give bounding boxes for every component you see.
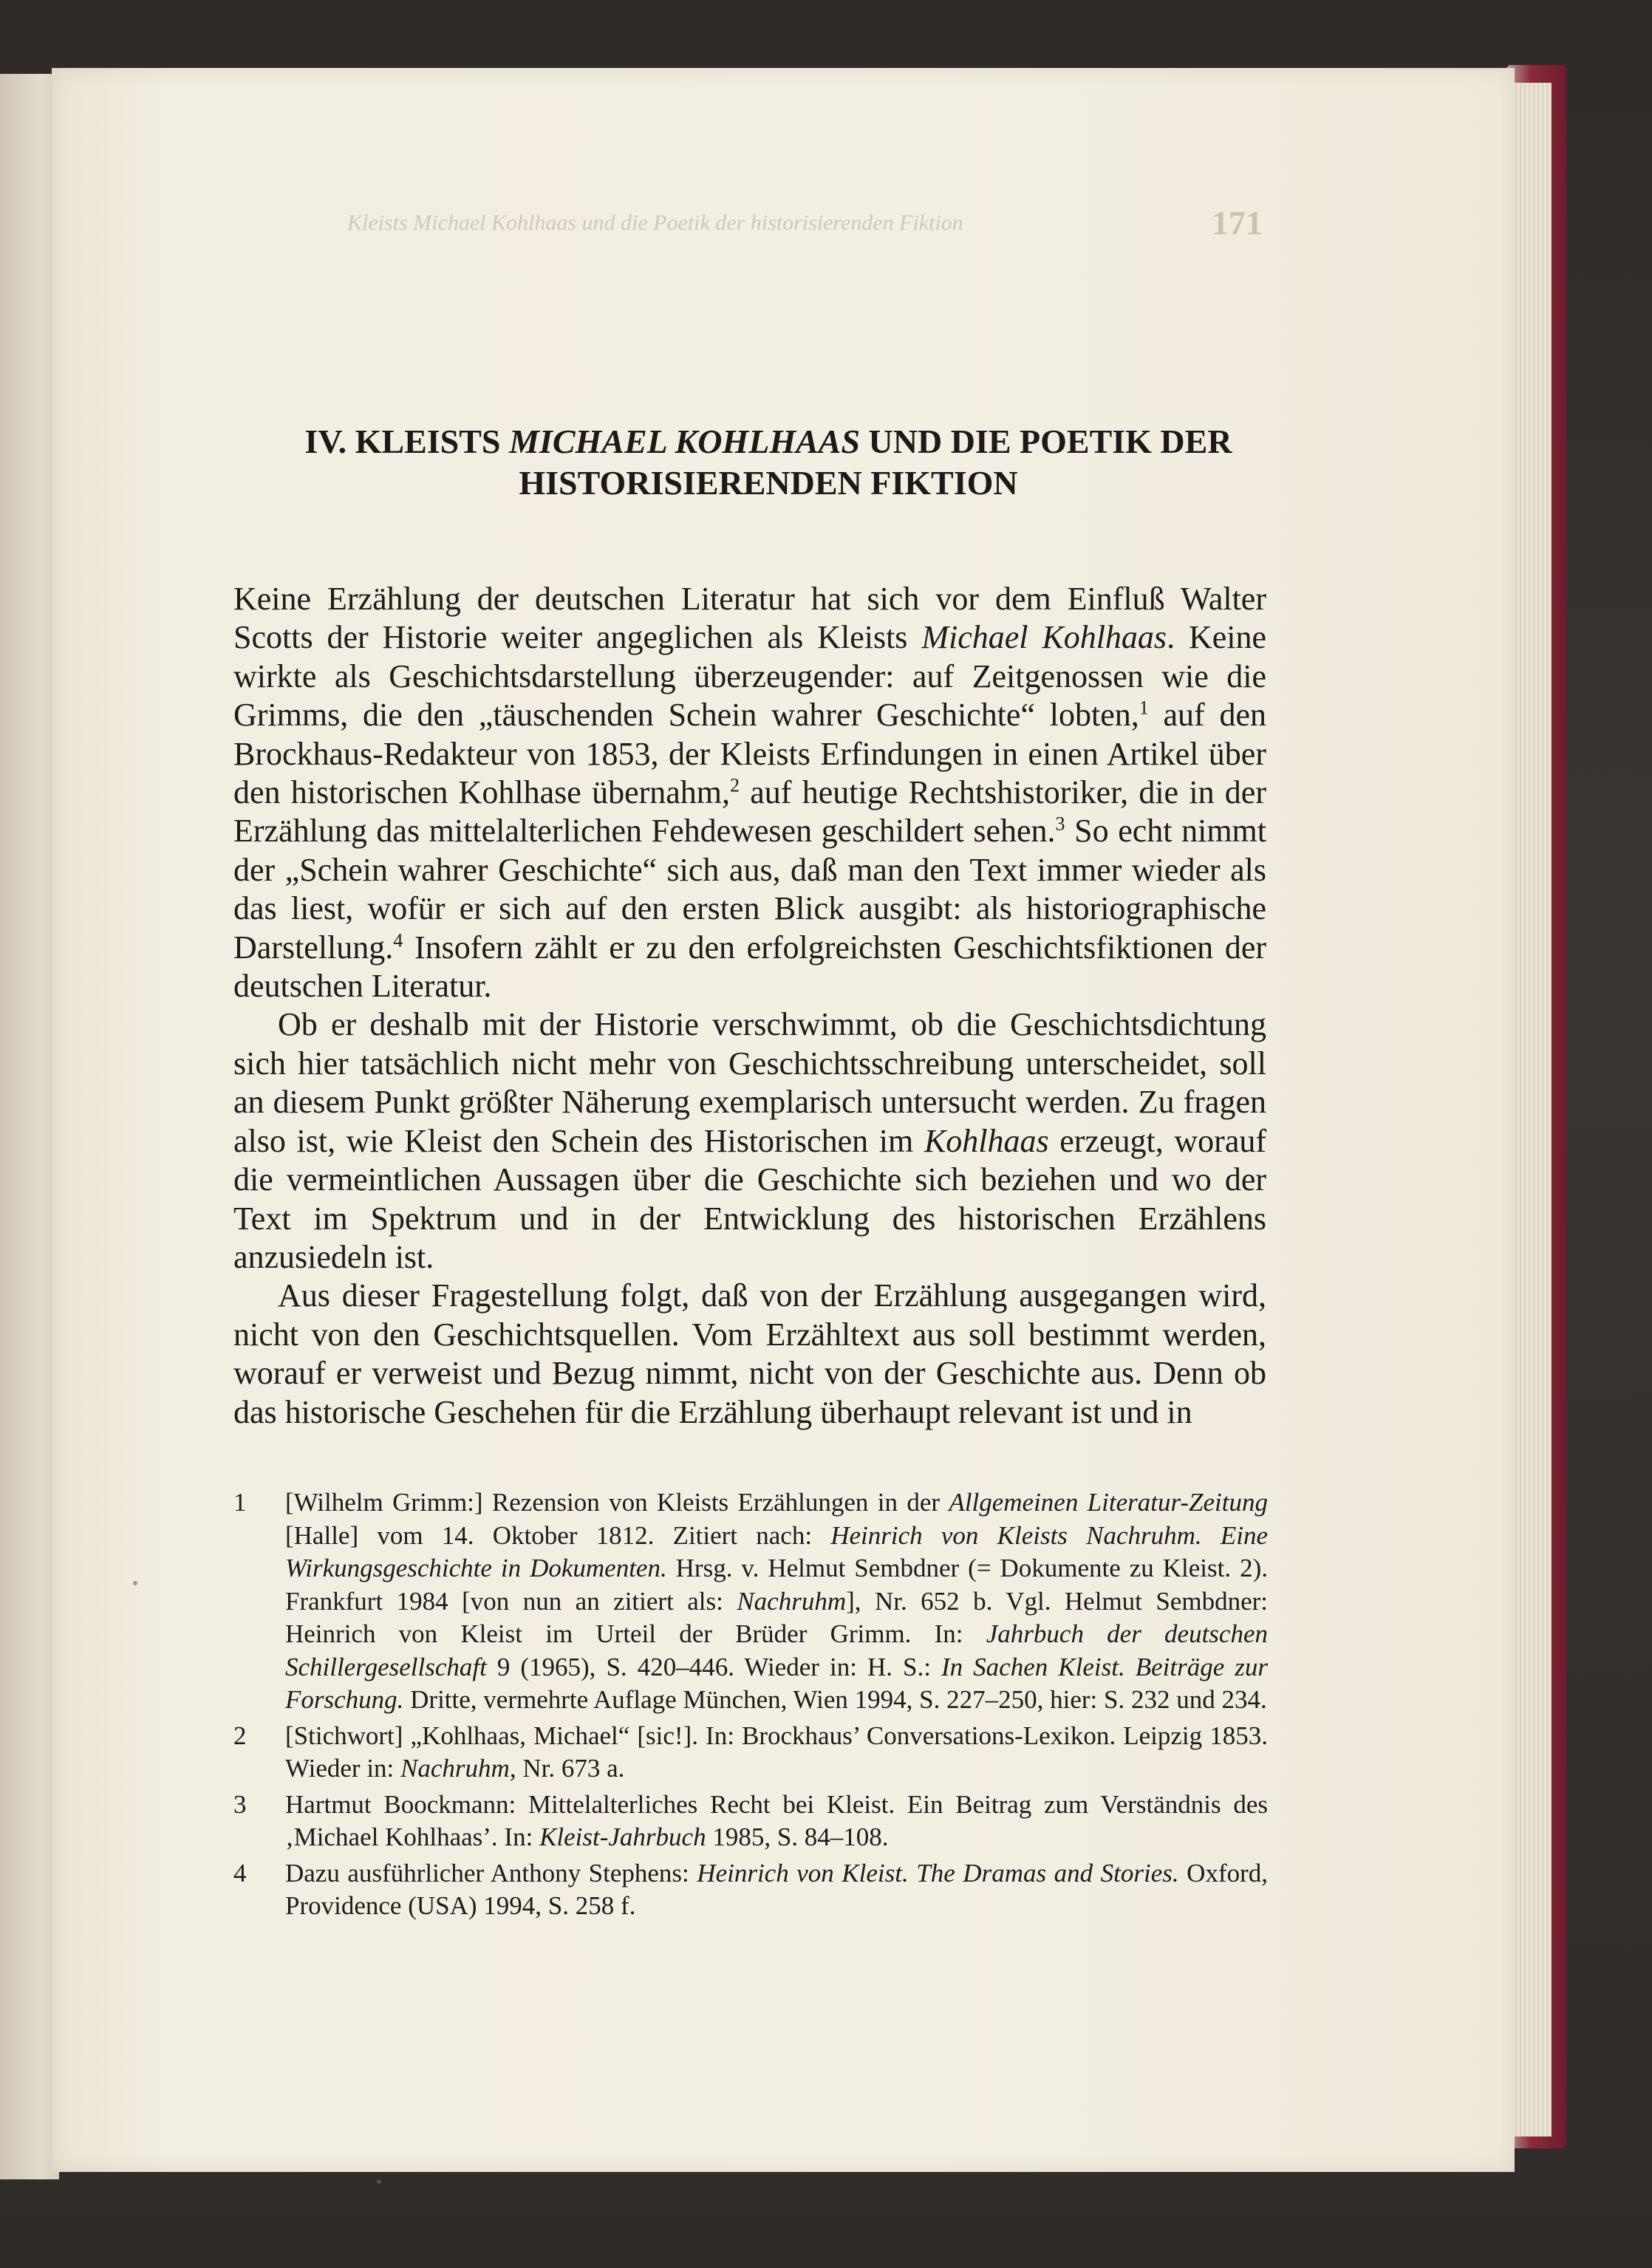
fn2-b: Nachruhm: [400, 1754, 510, 1783]
p1-text-d: auf den Brockhaus-Redakteur von 1853, der Kleists Erfindungen in einen Artikel über den historischen Kohlhase übernahm,: [233, 697, 1266, 811]
dust-speck: [377, 2179, 381, 2184]
footnote-text: [285, 1857, 1268, 1923]
title-line1-italic: MICHAEL KOHLHAAS: [509, 423, 861, 460]
fn3-b: Kleist-Jahrbuch: [539, 1823, 706, 1851]
p1-text-e: auf heutige Rechtshistoriker, die in der Erzählung das mittelalterlichen Fehdewesen geschildert sehen.: [233, 774, 1266, 850]
fn1-h: Jahrbuch der deutschen Schillergesellschaft: [285, 1619, 1268, 1681]
p2-italic-title: Kohlhaas: [924, 1122, 1049, 1159]
paragraph-2: [233, 1005, 1266, 1277]
fn4-c: Oxford, Providence (USA) 1994, S. 258 f.: [285, 1858, 1269, 1920]
dust-speck: [133, 1581, 137, 1585]
footnote-text: [285, 1486, 1268, 1717]
fn1-b: Allgemeinen Literatur-Zeitung: [949, 1488, 1268, 1517]
fn1-j: In Sachen Kleist. Beiträge zur Forschung.: [285, 1652, 1269, 1714]
fn4-b: Heinrich von Kleist. The Dramas and Stories.: [697, 1858, 1179, 1888]
fn3-a: Hartmut Boockmann: Mittelalterliches Recht bei Kleist. Ein Beitrag zum Verständnis des ‚Michael Kohlhaas’. In:: [285, 1789, 1268, 1851]
footnote-1: [233, 1486, 1268, 1717]
p2-text-a: Ob er deshalb mit der Historie verschwimmt, ob die Geschichtsdichtung sich hier tatsächlich nicht mehr von Geschichtsschreibung unterscheidet, soll an diesem Punkt größter Näherung exemplarisch untersucht werden. Zu fragen also ist, wie Kleist den Schein des Historischen im: [233, 1006, 1266, 1159]
footnotes: [233, 1486, 1268, 1926]
running-head: Kleists Michael Kohlhaas und die Poetik der historisierenden Fiktion: [347, 211, 963, 235]
footnote-ref-1: 1: [1139, 697, 1149, 719]
fn1-e: Hrsg. v. Helmut Sembdner (= Dokumente zu Kleist. 2). Frankfurt 1984 [von nun an zitiert als:: [285, 1554, 1268, 1616]
p1-text-c: . Keine wirkte als Geschichtsdarstellung überzeugender: auf Zeitgenossen wie die Grimms, die den „täuschenden Schein wahrer Geschichte“ lobten,: [233, 619, 1267, 734]
fn1-f: Nachruhm: [737, 1586, 847, 1616]
footnote-text: [285, 1720, 1268, 1786]
p1-text-a: Keine Erzählung der deutschen Literatur hat sich vor dem Einfluß Walter Scotts der Historie weiter angeglichen als Kleists: [233, 581, 1266, 656]
fn2-a: [Stichwort] „Kohlhaas, Michael“ [sic!]. In: Brockhaus’ Conversations-Lexikon. Leipzig 1853. Wieder in:: [285, 1721, 1268, 1783]
fn1-c: [Halle] vom 14. Oktober 1812. Zitiert nach:: [285, 1520, 831, 1550]
p1-text-f: So echt nimmt der „Schein wahrer Geschichte“ sich aus, daß man den Text immer wieder als das liest, wofür er sich auf den ersten Blick ausgibt: als historiographische Darstellung.: [233, 813, 1266, 966]
footnote-number: 1: [233, 1488, 247, 1517]
body-text: [233, 580, 1266, 1432]
fn4-a: Dazu ausführlicher Anthony Stephens:: [285, 1858, 697, 1888]
footnote-2: [233, 1720, 1268, 1786]
footnote-number: 4: [233, 1858, 247, 1888]
fn1-a: [Wilhelm Grimm:] Rezension von Kleists Erzählungen in der: [285, 1488, 949, 1517]
footnote-ref-3: 3: [1055, 813, 1065, 835]
page-number: 171: [1212, 204, 1263, 242]
footnote-ref-2: 2: [730, 774, 740, 796]
footnote-number: 3: [233, 1789, 247, 1819]
facing-page-edge: [0, 74, 59, 2179]
footnote-number: 2: [233, 1721, 247, 1750]
fn3-c: 1985, S. 84–108.: [706, 1823, 889, 1851]
title-line1-pre: IV. KLEISTS: [304, 423, 510, 460]
fn2-c: , Nr. 673 a.: [509, 1754, 625, 1783]
fn1-k: Dritte, vermehrte Auflage München, Wien 1994, S. 227–250, hier: S. 232 und 234.: [403, 1685, 1267, 1714]
p2-text-c: erzeugt, worauf die vermeintlichen Aussagen über die Geschichte sich beziehen und wo der Text im Spektrum und in der Entwicklung des historischen Erzählens anzusiedeln ist.: [233, 1122, 1267, 1275]
fn1-i: 9 (1965), S. 420–446. Wieder in: H. S.:: [486, 1652, 941, 1681]
chapter-title: [236, 421, 1300, 504]
footnote-ref-4: 4: [393, 929, 403, 951]
p1-italic-title: Michael Kohlhaas: [921, 619, 1167, 656]
footnote-text: [285, 1789, 1268, 1854]
fn1-d: Heinrich von Kleists Nachruhm. Eine Wirkungsgeschichte in Dokumenten.: [285, 1520, 1268, 1582]
paragraph-3: Aus dieser Fragestellung folgt, daß von der Erzählung ausgegangen wird, nicht von den Geschichtsquellen. Vom Erzähltext aus soll bestimmt werden, worauf er verweist und Bezug nimmt, nicht von der Geschichte aus. Denn ob das historische Geschehen für die Erzählung überhaupt relevant ist und in: [233, 1277, 1266, 1430]
footnote-3: [233, 1789, 1268, 1854]
footnote-4: [233, 1857, 1268, 1923]
title-line1-post: UND DIE POETIK DER: [860, 423, 1232, 460]
paragraph-1: [233, 580, 1266, 1005]
fn1-g: ], Nr. 652 b. Vgl. Helmut Sembdner: Heinrich von Kleist im Urteil der Brüder Grimm. In:: [285, 1586, 1268, 1648]
p1-text-g: Insofern zählt er zu den erfolgreichsten Geschichtsfiktionen der deutschen Literatur.: [233, 929, 1266, 1005]
title-line2: HISTORISIERENDEN FIKTION: [519, 464, 1018, 502]
